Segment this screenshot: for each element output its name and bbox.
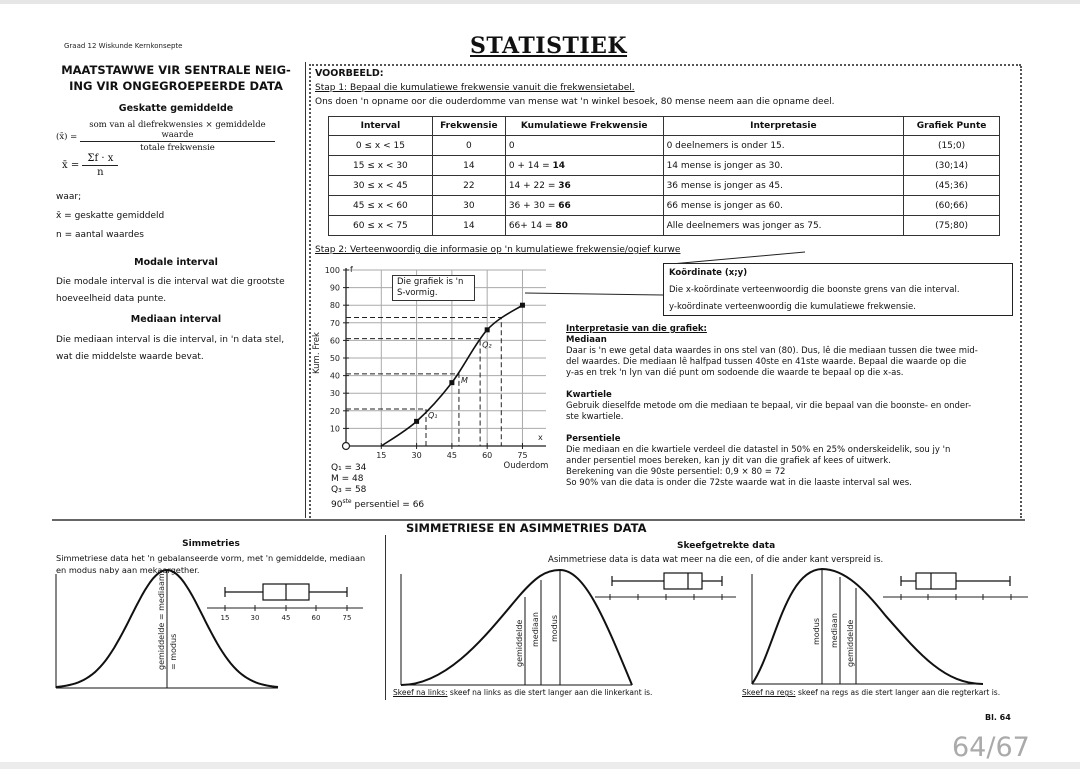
- y-tick-label: 50: [329, 354, 340, 363]
- cum-expr: 66+ 14 =: [508, 220, 556, 231]
- frequency-table: [328, 116, 1000, 236]
- cell-frequency: 14: [432, 156, 505, 176]
- data-point: [414, 419, 419, 424]
- course-label: Graad 12 Wiskunde Kernkonsepte: [64, 42, 183, 50]
- coordinates-box: [663, 263, 1013, 316]
- cell-interpretation: 66 mense is jonger as 60.: [663, 196, 904, 216]
- data-point: [520, 303, 525, 308]
- left-skew-label: modus: [550, 614, 559, 642]
- callout-line-chart: [525, 293, 663, 295]
- cell-cumulative: [505, 176, 663, 196]
- cell-cumulative: [505, 216, 663, 236]
- step2-text: Stap 2: Verteenwoordig die informasie op 'n kumulatiewe frekwensie/ogief kurwe: [315, 245, 681, 255]
- cell-interval: 15 ≤ x < 30: [329, 156, 433, 176]
- percentiles-line: Berekening van die 90ste persentiel: 0,9 × 80 = 72: [566, 467, 786, 477]
- skewed-text: Asimmetriese data is data wat meer na die een, of die ander kant verspreid is.: [548, 555, 884, 565]
- cell-interpretation: Alle deelnemers was jonger as 75.: [663, 216, 904, 236]
- table-row: [329, 216, 1000, 236]
- symmetric-label: gemiddelde = mediaam: [157, 573, 166, 670]
- cell-interpretation: 14 mense is jonger as 30.: [663, 156, 904, 176]
- cell-interval: 0 ≤ x < 15: [329, 136, 433, 156]
- result-median: M = 48: [331, 474, 364, 484]
- data-point: [485, 327, 490, 332]
- cum-expr: 0: [508, 140, 515, 151]
- result-q1: Q₁ = 34: [331, 463, 367, 473]
- symmetry-section-title: SIMMETRIESE EN ASIMMETRIES DATA: [406, 521, 647, 535]
- formula1-denominator: totale frekwensie: [140, 143, 215, 153]
- median-subheading: Mediaan: [566, 335, 607, 345]
- right-skew-label: gemiddelde: [846, 619, 855, 667]
- x-tick-label: 30: [411, 451, 422, 460]
- y-tick-label: 80: [329, 301, 340, 311]
- cum-expr: 0 + 14 =: [508, 160, 553, 171]
- viewer-bottom-bar: [0, 762, 1080, 769]
- cell-point: (75;80): [904, 216, 1000, 236]
- def-xbar: x̄ = geskatte gemiddeld: [56, 211, 165, 221]
- y-tick-label: 10: [329, 424, 340, 434]
- left-title-line1: MAATSTAWWE VIR SENTRALE NEIG-: [61, 63, 291, 77]
- median-line: del waardes. Die mediaan lê halfpad tussen 40ste en 41ste waarde. Bepaal die waarde op die: [566, 357, 967, 367]
- median-text-2: wat die middelste waarde bevat.: [56, 352, 204, 362]
- data-point: [449, 380, 454, 385]
- s-shape-note: Die grafiek is 'n S-vormig.: [392, 275, 475, 301]
- y-tick-label: 70: [329, 318, 340, 328]
- cum-value: 80: [555, 220, 568, 231]
- y-tick-label: 100: [324, 266, 340, 275]
- y-axis-label: Kum. Frek: [312, 332, 322, 374]
- mean-formula-2: [62, 153, 118, 178]
- cum-expr: 36 + 30 =: [508, 200, 559, 211]
- coordinates-y-desc: y-koördinate verteenwoordig die kumulatiewe frekwensie.: [669, 302, 916, 312]
- formula2-lhs: x̄ =: [62, 160, 80, 171]
- cell-point: (30;14): [904, 156, 1000, 176]
- reference-line: [346, 339, 480, 446]
- median-line: Daar is 'n ewe getal data waardes in ons stel van (80). Dus, lê die mediaan tussen die twee mid-: [566, 346, 978, 356]
- cum-expr: 14 + 22 =: [508, 180, 559, 191]
- table-row: [329, 156, 1000, 176]
- cum-value: 36: [558, 180, 571, 191]
- col-header-cumulative: Kumulatiewe Frekwensie: [505, 117, 663, 136]
- x-axis-letter: x: [538, 433, 543, 442]
- table-row: [329, 136, 1000, 156]
- table-row: [329, 196, 1000, 216]
- left-skew-term: Skeef na links:: [393, 688, 448, 697]
- percentiles-line: So 90% van die data is onder die 72ste waarde wat in die laaste interval sal wes.: [566, 478, 912, 488]
- left-skew-label: gemiddelde: [515, 619, 524, 667]
- modal-heading: Modale interval: [134, 257, 218, 268]
- percentiles-subheading: Persentiele: [566, 434, 621, 444]
- cell-cumulative: [505, 196, 663, 216]
- right-skew-label: mediaan: [830, 613, 839, 648]
- modal-text-2: hoeveelheid data punte.: [56, 294, 167, 304]
- median-line: y-as en trek 'n lyn van dié punt om sodoende die waarde te bepaal op die x-as.: [566, 368, 904, 378]
- table-row: [329, 176, 1000, 196]
- distribution-diagrams: [50, 560, 1040, 705]
- modal-text-1: Die modale interval is die interval wat die grootste: [56, 277, 285, 287]
- x-tick-label: 75: [517, 451, 528, 460]
- symmetric-boxplot-tick-label: 15: [220, 614, 230, 622]
- where-label: waar;: [56, 192, 82, 202]
- mean-formula-1: [56, 120, 275, 153]
- y-tick-label: 90: [329, 283, 340, 293]
- formula1-numerator: som van al diefrekwensies × gemiddelde waarde: [80, 120, 275, 142]
- reference-line: [346, 318, 501, 446]
- page-counter: 64/67: [952, 732, 1030, 763]
- x-tick-label: 15: [376, 451, 387, 460]
- step1-text: Stap 1: Bepaal die kumulatiewe frekwensie vanuit die frekwensietabel.: [315, 83, 635, 93]
- left-title-line2: ING VIR ONGEGROEPEERDE DATA: [69, 79, 283, 93]
- result-p90: [331, 496, 424, 511]
- mean-heading: Geskatte gemiddelde: [118, 103, 234, 114]
- symmetric-text-line: en modus naby aan mekaargether.: [56, 565, 200, 575]
- page-number: Bl. 64: [985, 713, 1011, 722]
- cell-cumulative: [505, 156, 663, 176]
- median-heading: Mediaan interval: [130, 314, 222, 325]
- left-skew-boxplot-box: [664, 573, 702, 589]
- table-header-row: [329, 117, 1000, 136]
- y-tick-label: 30: [329, 389, 340, 399]
- formula2-numerator: Σf · x: [82, 153, 118, 166]
- origin-marker: [343, 443, 350, 450]
- example-intro: Ons doen 'n opname oor die ouderdomme van mense wat 'n winkel besoek, 80 mense neem aan die opname deel.: [315, 97, 835, 107]
- symmetric-text-line: Simmetriese data het 'n gebalanseerde vorm, met 'n gemiddelde, mediaan: [56, 553, 366, 563]
- example-label: VOORBEELD:: [315, 68, 384, 79]
- right-skew-caption: [742, 688, 1000, 697]
- left-skew-desc: skeef na links as die stert langer aan die linkerkant is.: [447, 688, 653, 697]
- right-skew-boxplot-box: [916, 573, 956, 589]
- col-header-interval: Interval: [329, 117, 433, 136]
- x-axis-label: Ouderdom: [503, 461, 549, 471]
- cell-interval: 30 ≤ x < 45: [329, 176, 433, 196]
- formula1-lhs: (x̄) =: [56, 132, 78, 142]
- left-skew-label: mediaan: [531, 612, 540, 647]
- right-skew-label: modus: [812, 617, 821, 645]
- interpretation-block: [566, 324, 1016, 489]
- example-frame-right: [1020, 66, 1022, 518]
- cell-interpretation: 0 deelnemers is onder 15.: [663, 136, 904, 156]
- y-tick-label: 60: [329, 336, 340, 346]
- symmetric-boxplot-tick-label: 75: [342, 614, 352, 622]
- cell-interval: 60 ≤ x < 75: [329, 216, 433, 236]
- reference-label: Q₁: [428, 411, 438, 421]
- formula2-denominator: n: [97, 167, 104, 178]
- cum-value: 14: [552, 160, 566, 171]
- cell-point: (45;36): [904, 176, 1000, 196]
- p90-value: persentiel = 66: [351, 500, 425, 510]
- y-tick-label: 20: [329, 406, 340, 416]
- right-skew-desc: skeef na regs as die stert langer aan die regterkart is.: [795, 688, 1001, 697]
- p90-suffix: ste: [342, 498, 352, 505]
- cell-frequency: 22: [432, 176, 505, 196]
- cell-point: (60;66): [904, 196, 1000, 216]
- results-block: [331, 463, 424, 511]
- coordinates-title: Koördinate (x;y): [669, 268, 748, 278]
- cell-frequency: 0: [432, 136, 505, 156]
- symmetric-boxplot-tick-label: 45: [281, 614, 291, 622]
- page-title: STATISTIEK: [470, 33, 628, 59]
- cell-cumulative: [505, 136, 663, 156]
- left-panel-title: [56, 62, 296, 94]
- right-skew-term: Skeef na regs:: [742, 688, 796, 697]
- median-text-1: Die mediaan interval is die interval, in 'n data stel,: [56, 335, 285, 345]
- cell-interpretation: 36 mense is jonger as 45.: [663, 176, 904, 196]
- symmetric-heading: Simmetries: [182, 539, 240, 549]
- col-header-points: Grafiek Punte: [904, 117, 1000, 136]
- cell-interval: 45 ≤ x < 60: [329, 196, 433, 216]
- result-q3: Q₃ = 58: [331, 485, 367, 495]
- p90-number: 90: [331, 500, 343, 510]
- cum-value: 66: [558, 200, 571, 211]
- quartiles-subheading: Kwartiele: [566, 390, 612, 400]
- skewed-heading: Skeefgetrekte data: [677, 541, 776, 551]
- interpretation-heading: Interpretasie van die grafiek:: [566, 324, 707, 334]
- left-skew-caption: [393, 688, 652, 697]
- reference-line: [346, 409, 426, 446]
- percentiles-line: Die mediaan en die kwartiele verdeel die datastel in 50% en 25% onderskeidelik, sou jy 'n: [566, 445, 951, 455]
- reference-label: Q₂: [482, 340, 492, 350]
- symmetric-boxplot-tick-label: 60: [311, 614, 321, 622]
- reference-label: M: [460, 375, 468, 385]
- cell-point: (15;0): [904, 136, 1000, 156]
- col-header-frequency: Frekwensie: [432, 117, 505, 136]
- col-header-interpretation: Interpretasie: [663, 117, 904, 136]
- x-tick-label: 60: [482, 451, 493, 460]
- quartiles-line: ste kwartiele.: [566, 412, 624, 422]
- quartiles-line: Gebruik dieselfde metode om die mediaan te bepaal, vir die bepaal van die boonste- en onder-: [566, 401, 972, 411]
- percentiles-line: ander persentiel moes bereken, kan jy dit van die grafiek af kees of uitwerk.: [566, 456, 891, 466]
- symmetric-label: = modus: [169, 633, 178, 670]
- y-axis-letter: f: [350, 265, 353, 274]
- x-tick-label: 45: [446, 451, 457, 460]
- coordinates-x-desc: Die x-koördinate verteenwoordig die boonste grens van die interval.: [669, 285, 960, 295]
- symmetric-boxplot-tick-label: 30: [250, 614, 260, 622]
- def-n: n = aantal waardes: [56, 230, 144, 240]
- cell-frequency: 30: [432, 196, 505, 216]
- cell-frequency: 14: [432, 216, 505, 236]
- y-tick-label: 40: [329, 371, 340, 381]
- reference-line: [346, 374, 459, 446]
